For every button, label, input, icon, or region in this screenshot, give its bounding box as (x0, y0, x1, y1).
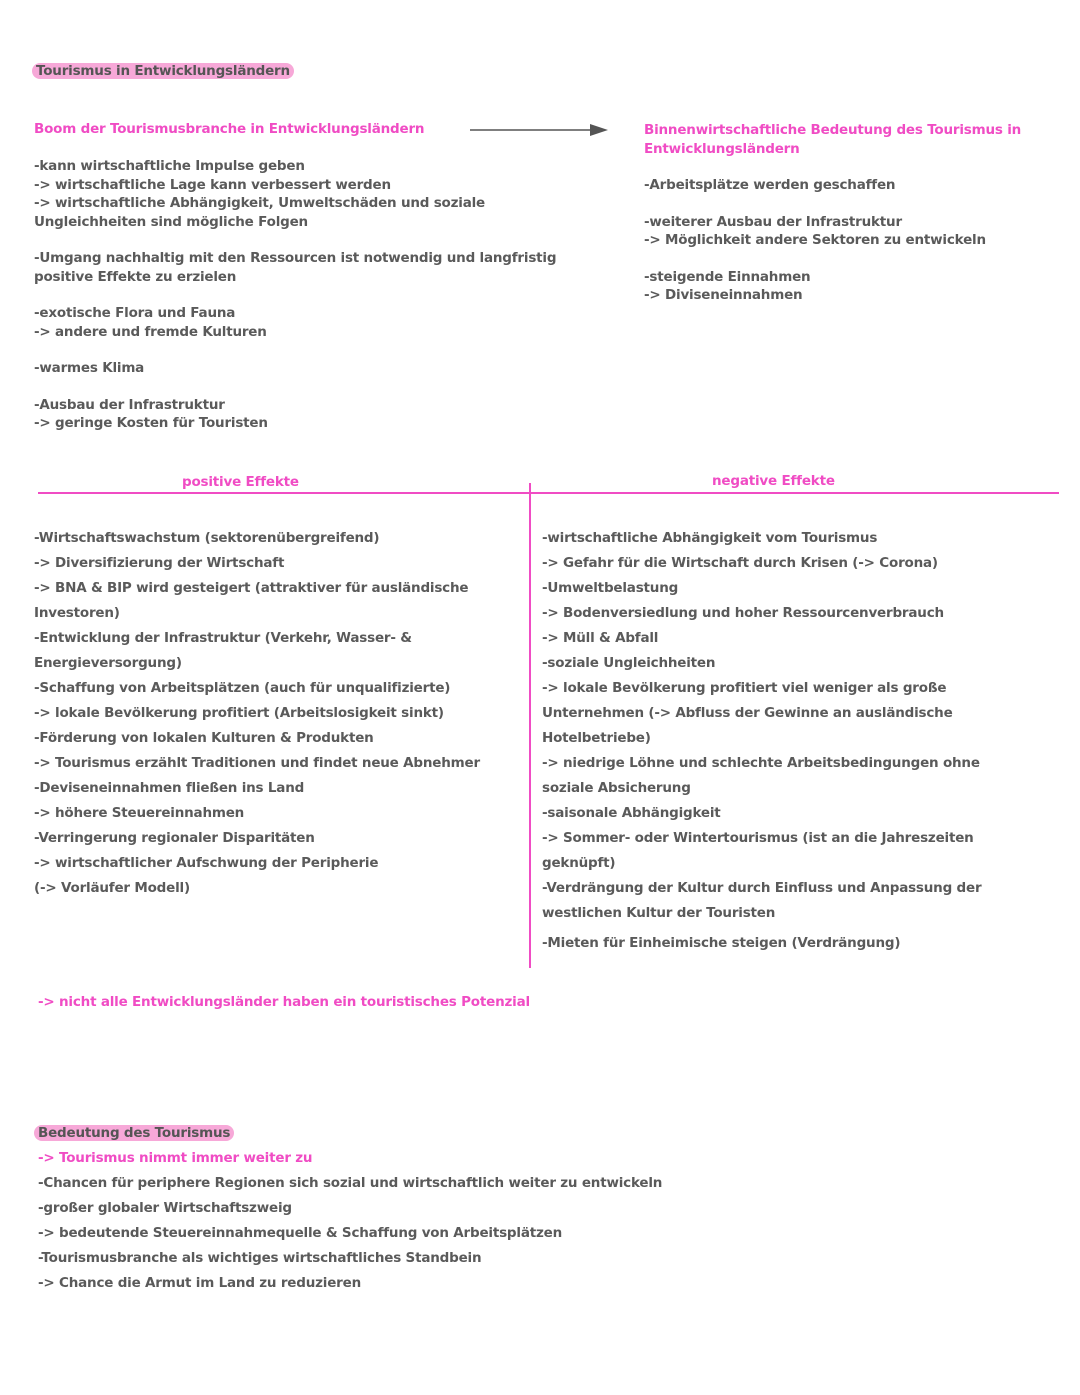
negative-last-item: -Mieten für Einheimische steigen (Verdrängung) (542, 935, 901, 951)
list-item: -> Gefahr für die Wirtschaft durch Krisen (-> Corona) (542, 555, 938, 571)
list-item: -Umweltbelastung (542, 580, 679, 596)
list-item: -Verdrängung der Kultur durch Einfluss und Anpassung der (542, 880, 982, 896)
list-item: -> geringe Kosten für Touristen (34, 415, 268, 431)
list-item: -saisonale Abhängigkeit (542, 805, 721, 821)
bedeutung-sub: -> Tourismus nimmt immer weiter zu (38, 1150, 313, 1166)
list-item: -großer globaler Wirtschaftszweig (38, 1200, 292, 1216)
list-item: -exotische Flora und Fauna (34, 305, 236, 321)
list-item: -Schaffung von Arbeitsplätzen (auch für unqualifizierte) (34, 680, 451, 696)
list-item: -> Sommer- oder Wintertourismus (ist an die Jahreszeiten (542, 830, 974, 846)
list-item: Ungleichheiten sind mögliche Folgen (34, 213, 308, 230)
list-item: Energieversorgung) (34, 655, 182, 671)
list-item: -Chancen für periphere Regionen sich sozial und wirtschaftlich weiter zu entwickeln (38, 1175, 663, 1191)
list-item: -> Müll & Abfall (542, 630, 659, 646)
list-item: -> höhere Steuereinnahmen (34, 805, 245, 821)
positive-list (34, 526, 480, 901)
list-item: -warmes Klima (34, 360, 145, 376)
list-item: -> andere und fremde Kulturen (34, 323, 267, 340)
list-item: westlichen Kultur der Touristen (542, 905, 776, 921)
list-item: Hotelbetriebe) (542, 730, 651, 746)
binnen-list (644, 176, 986, 305)
list-item: geknüpft) (542, 855, 616, 871)
spacer (34, 378, 556, 396)
table-divider-vertical (529, 483, 531, 968)
list-item: -> wirtschaftlicher Aufschwung der Peripherie (34, 855, 379, 871)
list-item: -weiterer Ausbau der Infrastruktur (644, 213, 902, 230)
bedeutung-heading: Bedeutung des Tourismus (34, 1125, 234, 1141)
conclusion: -> nicht alle Entwicklungsländer haben ein touristisches Potenzial (38, 994, 530, 1010)
spacer (644, 250, 986, 268)
list-item: -> lokale Bevölkerung profitiert viel weniger als große (542, 680, 947, 696)
list-item: -> Diviseneinnahmen (644, 287, 803, 303)
list-item: -> BNA & BIP wird gesteigert (attraktiver für ausländische (34, 580, 469, 596)
list-item: -Tourismusbranche als wichtiges wirtschaftliches Standbein (38, 1250, 482, 1266)
list-item: -> wirtschaftliche Abhängigkeit, Umweltschäden und soziale (34, 195, 486, 211)
positive-heading: positive Effekte (182, 474, 299, 490)
list-item: -> lokale Bevölkerung profitiert (Arbeitslosigkeit sinkt) (34, 705, 444, 721)
list-item: -Entwicklung der Infrastruktur (Verkehr, Wasser- & (34, 630, 412, 646)
spacer (34, 341, 556, 359)
list-item: -> Diversifizierung der Wirtschaft (34, 555, 285, 571)
list-item: -> niedrige Löhne und schlechte Arbeitsbedingungen ohne (542, 755, 980, 771)
list-item: soziale Absicherung (542, 780, 691, 796)
list-item: -soziale Ungleichheiten (542, 655, 716, 671)
arrow-right-icon (468, 122, 610, 138)
negative-heading: negative Effekte (712, 473, 835, 489)
list-item: Investoren) (34, 605, 120, 621)
list-item: -Arbeitsplätze werden geschaffen (644, 177, 896, 193)
binnen-heading: Binnenwirtschaftliche Bedeutung des Tourismus in Entwicklungsländern (644, 122, 1022, 157)
list-item: -kann wirtschaftliche Impulse geben (34, 158, 305, 174)
list-item: -> Bodenversiedlung und hoher Ressourcenverbrauch (542, 605, 944, 621)
spacer (34, 231, 556, 249)
list-item: -> wirtschaftliche Lage kann verbessert werden (34, 176, 391, 193)
boom-heading: Boom der Tourismusbranche in Entwicklungsländern (34, 121, 425, 137)
list-item: positive Effekte zu erzielen (34, 268, 237, 285)
negative-list (542, 526, 981, 926)
list-item: Unternehmen (-> Abfluss der Gewinne an ausländische (542, 705, 953, 721)
list-item: (-> Vorläufer Modell) (34, 880, 190, 896)
list-item: -Verringerung regionaler Disparitäten (34, 830, 315, 846)
list-item: -> Tourismus erzählt Traditionen und findet neue Abnehmer (34, 755, 480, 771)
list-item: -> Chance die Armut im Land zu reduzieren (38, 1275, 361, 1291)
list-item: -Förderung von lokalen Kulturen & Produkten (34, 730, 374, 746)
list-item: -wirtschaftliche Abhängigkeit vom Tourismus (542, 530, 878, 546)
list-item: -Wirtschaftswachstum (sektorenübergreifend) (34, 530, 380, 546)
list-item: -Ausbau der Infrastruktur (34, 396, 225, 413)
table-divider-horizontal (38, 492, 1059, 494)
list-item: -Deviseneinnahmen fließen ins Land (34, 780, 305, 796)
list-item: -> bedeutende Steuereinnahmequelle & Schaffung von Arbeitsplätzen (38, 1225, 563, 1241)
bedeutung-list (38, 1171, 662, 1296)
spacer (644, 195, 986, 213)
boom-list (34, 157, 556, 433)
spacer (34, 286, 556, 304)
page-title: Tourismus in Entwicklungsländern (32, 63, 294, 79)
list-item: -steigende Einnahmen (644, 268, 811, 285)
list-item: -> Möglichkeit andere Sektoren zu entwickeln (644, 232, 986, 248)
list-item: -Umgang nachhaltig mit den Ressourcen ist notwendig und langfristig (34, 250, 557, 266)
